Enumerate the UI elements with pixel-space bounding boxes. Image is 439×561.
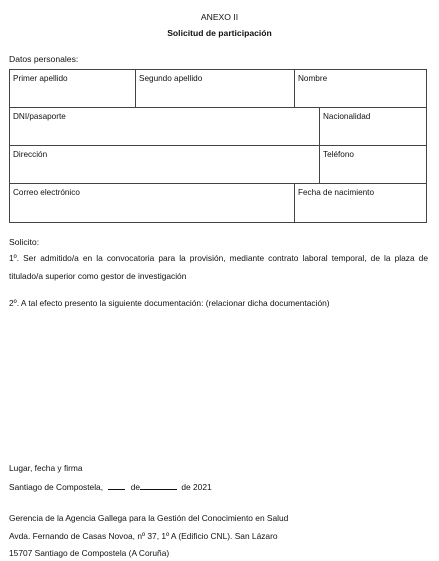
form-row-id	[10, 108, 426, 146]
signature-place: Santiago de Compostela,	[9, 482, 104, 492]
first-surname-field[interactable]: Primer apellido	[10, 70, 136, 107]
annex-label: ANEXO II	[200, 12, 239, 22]
personal-data-label: Datos personales:	[9, 54, 79, 64]
month-blank[interactable]	[140, 481, 177, 490]
request-item-2: 2º. A tal efecto presento la siguiente documentación: (relacionar dicha documentación)	[9, 298, 330, 308]
signature-de-1: de	[130, 482, 141, 492]
birth-date-field[interactable]: Fecha de nacimiento	[298, 188, 375, 197]
form-row-names	[10, 70, 426, 108]
footer-line-3: 15707 Santiago de Compostela (A Coruña)	[9, 548, 170, 558]
id-document-field[interactable]: DNI/pasaporte	[10, 108, 320, 145]
signature-place-date	[9, 481, 212, 492]
footer-line-2: Avda. Fernando de Casas Novoa, nº 37, 1º A (Edificio CNL). San Lázaro	[9, 531, 278, 541]
document-title: Solicitud de participación	[167, 28, 272, 38]
second-surname-field[interactable]: Segundo apellido	[136, 70, 295, 107]
email-field[interactable]: Correo electrónico	[10, 184, 295, 222]
signature-label: Lugar, fecha y firma	[9, 463, 83, 473]
phone-field[interactable]: Teléfono	[323, 150, 354, 159]
request-item-1: 1º. Ser admitido/a en la convocatoria para la provisión, mediante contrato laboral temporal, de la plaza de titulado/a superior como gestor de investigación	[9, 253, 428, 281]
personal-data-form	[9, 69, 427, 223]
signature-de-2: de 2021	[181, 482, 212, 492]
nationality-field[interactable]: Nacionalidad	[323, 112, 371, 121]
form-row-email	[10, 184, 426, 222]
request-label: Solicito:	[9, 237, 40, 247]
name-field[interactable]: Nombre	[298, 74, 328, 83]
day-blank[interactable]	[108, 481, 125, 490]
address-field[interactable]: Dirección	[10, 146, 320, 183]
form-row-address	[10, 146, 426, 184]
footer-line-1: Gerencia de la Agencia Gallega para la Gestión del Conocimiento en Salud	[9, 513, 289, 523]
